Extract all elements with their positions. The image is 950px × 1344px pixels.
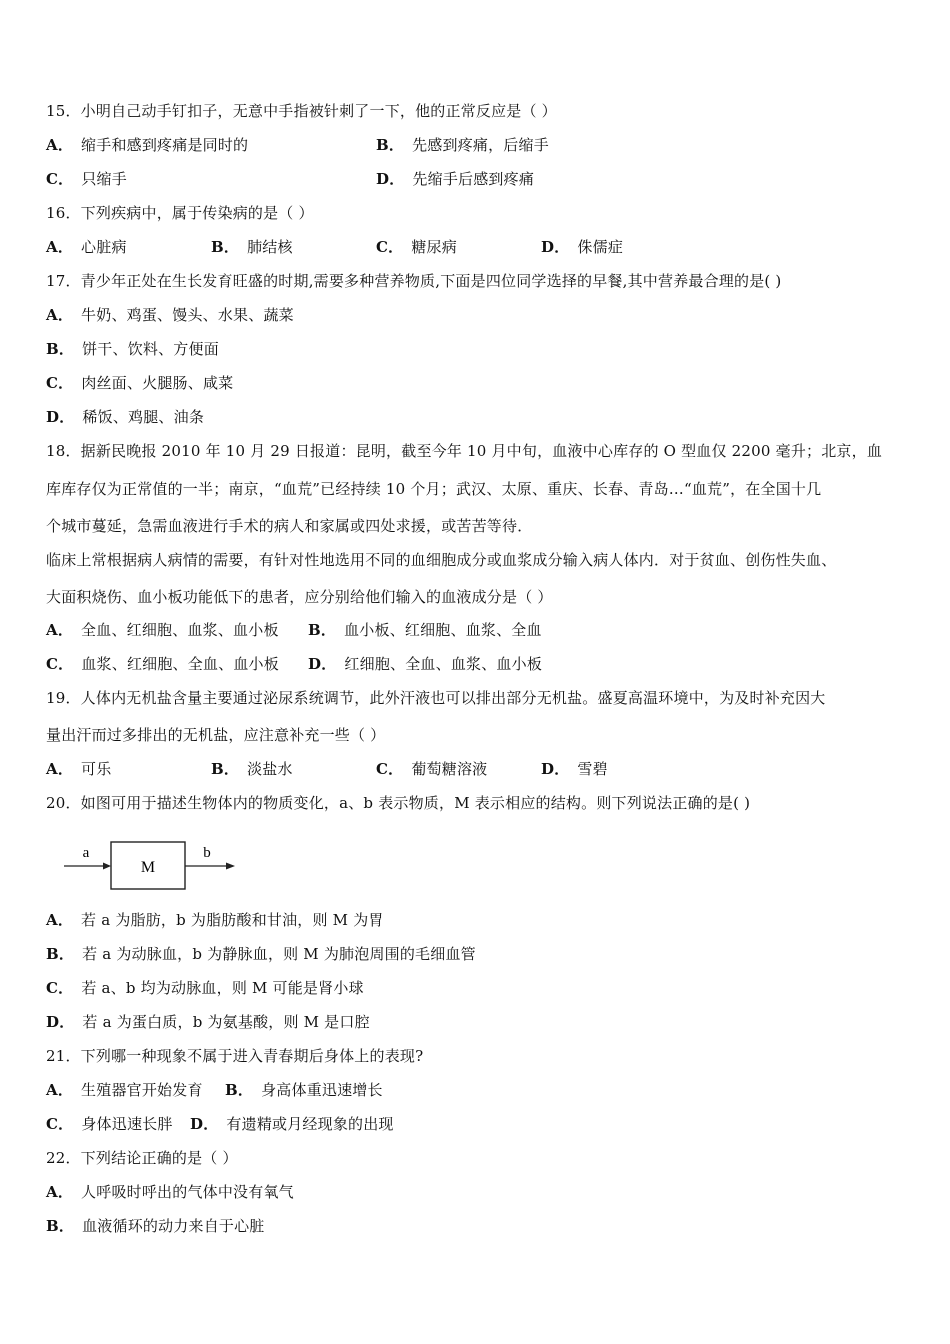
option-letter: D． xyxy=(46,1013,75,1031)
option-letter: B． xyxy=(46,1217,75,1235)
option-letter: C． xyxy=(376,760,404,778)
q15-option-c xyxy=(46,169,127,189)
q20-option-c xyxy=(46,978,364,998)
q18-stem-line: 个城市蔓延，急需血液进行手术的病人和家属或四处求援，或苦苦等待． xyxy=(46,517,533,535)
q19-stem-line: 19．人体内无机盐含量主要通过泌尿系统调节，此外汗液也可以排出部分无机盐。盛夏高温环境中，为及时补充因大 xyxy=(46,689,826,707)
q15-stem: 15．小明自己动手钉扣子，无意中手指被针刺了一下，他的正常反应是（ ） xyxy=(46,102,557,120)
q15-option-a xyxy=(46,135,248,155)
q18-option-c xyxy=(46,654,279,674)
q21-option-a xyxy=(46,1080,203,1100)
q22-stem: 22．下列结论正确的是（ ） xyxy=(46,1149,238,1167)
q20-stem: 20．如图可用于描述生物体内的物质变化，a、b 表示物质，M 表示相应的结构。则下列说法正确的是( ) xyxy=(46,794,751,812)
option-text: 心脏病 xyxy=(81,238,127,256)
option-text: 人呼吸时呼出的气体中没有氧气 xyxy=(81,1183,294,1201)
output-label: b xyxy=(203,845,211,861)
box-label: M xyxy=(140,859,156,876)
input-arrow-head xyxy=(103,863,111,870)
option-letter: C． xyxy=(376,238,404,256)
option-text: 缩手和感到疼痛是同时的 xyxy=(81,136,249,154)
q19-stem-line: 量出汗而过多排出的无机盐，应注意补充一些（ ） xyxy=(46,726,386,744)
option-text: 血液循环的动力来自于心脏 xyxy=(82,1217,265,1235)
option-text: 生殖器官开始发育 xyxy=(81,1081,203,1099)
option-letter: A． xyxy=(46,760,74,778)
option-text: 肉丝面、火腿肠、咸菜 xyxy=(81,374,234,392)
option-text: 可乐 xyxy=(81,760,112,778)
option-text: 雪碧 xyxy=(577,760,608,778)
q18-stem-line: 库库存仅为正常值的一半；南京，“血荒”已经持续 10 个月；武汉、太原、重庆、长春、青岛…“血荒”，在全国十几 xyxy=(46,480,822,498)
q16-stem: 16．下列疾病中，属于传染病的是（ ） xyxy=(46,204,314,222)
q20-diagram xyxy=(60,838,250,896)
option-text: 若 a 为脂肪，b 为脂肪酸和甘油，则 M 为胃 xyxy=(81,911,384,929)
q20-option-a xyxy=(46,910,384,930)
option-letter: A． xyxy=(46,136,74,154)
option-letter: B． xyxy=(46,340,75,358)
option-text: 先缩手后感到疼痛 xyxy=(412,170,535,188)
q18-stem-line: 18．据新民晚报 2010 年 10 月 29 日报道：昆明，截至今年 10 月中旬，血液中心库存的 O 型血仅 2200 毫升；北京，血 xyxy=(46,442,883,460)
q18-option-d xyxy=(308,654,542,674)
q17-stem: 17．青少年正处在生长发育旺盛的时期,需要多种营养物质,下面是四位同学选择的早餐,其中营养最合理的是( ) xyxy=(46,272,782,290)
option-text: 有遗精或月经现象的出现 xyxy=(226,1115,394,1133)
output-arrow-head xyxy=(226,863,235,870)
option-text: 若 a 为动脉血，b 为静脉血，则 M 为肺泡周围的毛细血管 xyxy=(82,945,476,963)
option-text: 侏儒症 xyxy=(577,238,624,256)
option-text: 淡盐水 xyxy=(247,760,293,778)
input-label: a xyxy=(82,845,90,861)
option-letter: D． xyxy=(190,1115,219,1133)
option-letter: B． xyxy=(211,760,240,778)
option-text: 若 a、b 均为动脉血，则 M 可能是肾小球 xyxy=(81,979,364,997)
option-text: 身体迅速长胖 xyxy=(81,1115,173,1133)
option-text: 只缩手 xyxy=(81,170,127,188)
option-letter: C． xyxy=(46,1115,74,1133)
option-letter: C． xyxy=(46,655,74,673)
option-text: 牛奶、鸡蛋、馒头、水果、蔬菜 xyxy=(81,306,294,324)
q16-option-a xyxy=(46,237,127,257)
option-text: 血浆、红细胞、全血、血小板 xyxy=(81,655,279,673)
option-text: 饼干、饮料、方便面 xyxy=(82,340,219,358)
option-letter: A． xyxy=(46,621,74,639)
q16-option-b xyxy=(211,237,293,257)
q19-option-c xyxy=(376,759,487,779)
option-letter: C． xyxy=(46,170,74,188)
q17-option-d xyxy=(46,407,204,427)
q18-stem-line: 大面积烧伤、血小板功能低下的患者，应分别给他们输入的血液成分是（ ） xyxy=(46,588,553,606)
option-letter: B． xyxy=(225,1081,254,1099)
option-letter: D． xyxy=(541,760,570,778)
option-letter: B． xyxy=(46,945,75,963)
option-letter: A． xyxy=(46,1081,74,1099)
q19-option-a xyxy=(46,759,111,779)
option-text: 葡萄糖溶液 xyxy=(411,760,488,778)
option-letter: B． xyxy=(211,238,240,256)
q21-option-b xyxy=(225,1080,383,1100)
option-letter: A． xyxy=(46,1183,74,1201)
q22-option-b xyxy=(46,1216,265,1236)
option-letter: A． xyxy=(46,911,74,929)
option-text: 血小板、红细胞、血浆、全血 xyxy=(344,621,542,639)
q18-option-a xyxy=(46,620,279,640)
option-letter: D． xyxy=(376,170,405,188)
option-text: 糖尿病 xyxy=(411,238,457,256)
option-letter: C． xyxy=(46,979,74,997)
option-text: 肺结核 xyxy=(247,238,293,256)
option-letter: A． xyxy=(46,306,74,324)
q19-option-d xyxy=(541,759,608,779)
q18-option-b xyxy=(308,620,542,640)
q16-option-c xyxy=(376,237,457,257)
q21-option-c xyxy=(46,1114,173,1134)
option-letter: D． xyxy=(308,655,337,673)
q17-option-a xyxy=(46,305,294,325)
q17-option-c xyxy=(46,373,233,393)
option-letter: A． xyxy=(46,238,74,256)
option-text: 全血、红细胞、血浆、血小板 xyxy=(81,621,279,639)
q17-option-b xyxy=(46,339,219,359)
option-letter: C． xyxy=(46,374,74,392)
option-letter: B． xyxy=(308,621,337,639)
option-text: 先感到疼痛，后缩手 xyxy=(412,136,549,154)
q15-option-d xyxy=(376,169,534,189)
q22-option-a xyxy=(46,1182,294,1202)
q15-option-b xyxy=(376,135,549,155)
option-letter: B． xyxy=(376,136,405,154)
option-text: 若 a 为蛋白质，b 为氨基酸，则 M 是口腔 xyxy=(82,1013,370,1031)
option-text: 红细胞、全血、血浆、血小板 xyxy=(344,655,543,673)
q20-option-b xyxy=(46,944,476,964)
q18-stem-line: 临床上常根据病人病情的需要，有针对性地选用不同的血细胞成分或血浆成分输入病人体内．对于贫血、创伤性失血、 xyxy=(46,551,837,569)
option-text: 稀饭、鸡腿、油条 xyxy=(82,408,205,426)
option-letter: D． xyxy=(541,238,570,256)
option-text: 身高体重迅速增长 xyxy=(261,1081,383,1099)
q20-option-d xyxy=(46,1012,370,1032)
q21-option-d xyxy=(190,1114,394,1134)
option-letter: D． xyxy=(46,408,75,426)
q21-stem: 21．下列哪一种现象不属于进入青春期后身体上的表现? xyxy=(46,1047,424,1065)
q16-option-d xyxy=(541,237,623,257)
q19-option-b xyxy=(211,759,293,779)
